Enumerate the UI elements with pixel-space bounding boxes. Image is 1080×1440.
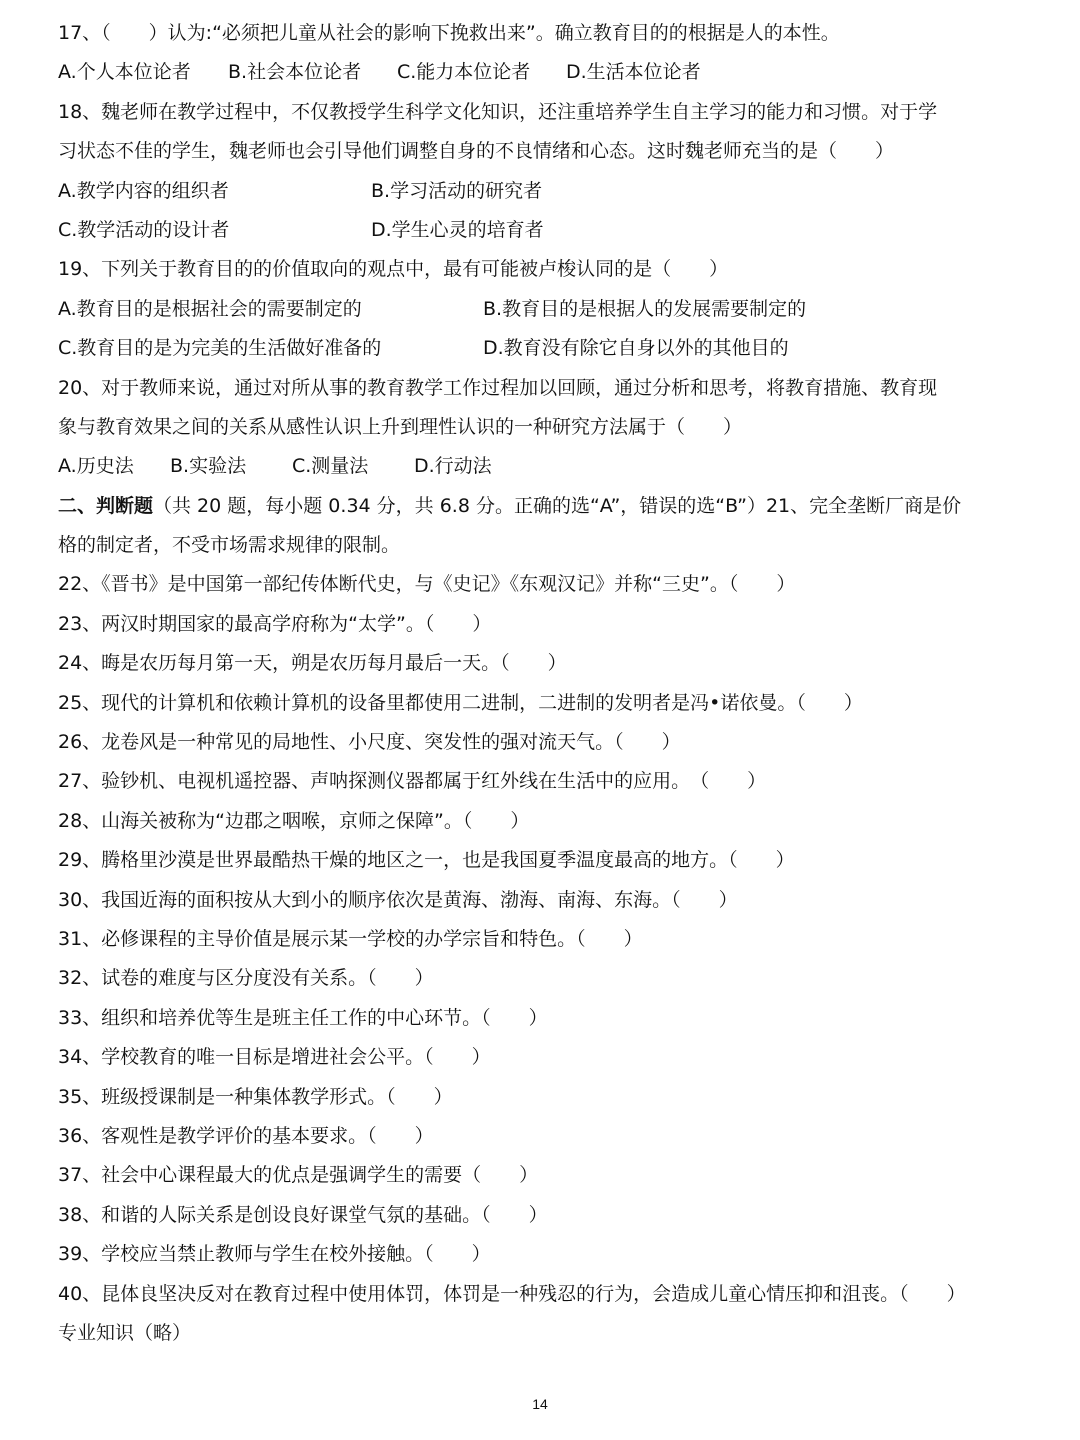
judgment-question: 38、和谐的人际关系是创设良好课堂气氛的基础。（ ） — [58, 1203, 548, 1226]
q17-option-d: D.生活本位论者 — [566, 61, 701, 84]
judgment-question: 23、两汉时期国家的最高学府称为“太学”。（ ） — [58, 612, 492, 635]
question-17-options — [58, 53, 1018, 92]
q20-option-b: B.实验法 — [170, 455, 247, 478]
judgment-question: 25、现代的计算机和依赖计算机的设备里都使用二进制，二进制的发明者是冯•诺依曼。（ ） — [58, 691, 863, 714]
judgment-question: 35、班级授课制是一种集体教学形式。（ ） — [58, 1085, 453, 1108]
page-number: 14 — [532, 1396, 548, 1412]
judgment-question: 40、昆体良坚决反对在教育过程中使用体罚，体罚是一种残忍的行为，会造成儿童心情压抑和沮丧。（ ） — [58, 1282, 966, 1305]
footer-note: 专业知识（略） — [58, 1321, 192, 1344]
question-20-options — [58, 447, 1018, 486]
q17-option-a: A.个人本位论者 — [58, 61, 191, 84]
judgment-question: 33、组织和培养优等生是班主任工作的中心环节。（ ） — [58, 1006, 548, 1029]
judgment-question: 32、试卷的难度与区分度没有关系。（ ） — [58, 967, 434, 990]
judgment-question: 37、社会中心课程最大的优点是强调学生的需要（ ） — [58, 1164, 539, 1187]
q17-option-c: C.能力本位论者 — [397, 61, 531, 84]
q18-option-a: A.教学内容的组织者 — [58, 179, 229, 202]
q20-option-d: D.行动法 — [414, 455, 492, 478]
question-18-options-row2 — [58, 211, 1018, 250]
question-18-options-row1 — [58, 172, 1018, 211]
section-2-instructions: （共 20 题，每小题 0.34 分，共 6.8 分。正确的选“A”，错误的选“B”）21、完全垄断厂商是价 — [153, 494, 962, 517]
section-2-intro — [58, 487, 1018, 526]
question-19-options-row1 — [58, 290, 1018, 329]
q18-option-b: B.学习活动的研究者 — [371, 179, 543, 202]
question-20-stem-line1: 20、对于教师来说，通过对所从事的教育教学工作过程加以回顾，通过分析和思考，将教育措施、教育现 — [58, 376, 938, 399]
judgment-question: 39、学校应当禁止教师与学生在校外接触。（ ） — [58, 1243, 491, 1266]
question-21-continuation: 格的制定者，不受市场需求规律的限制。 — [58, 534, 401, 557]
q18-option-d: D.学生心灵的培育者 — [371, 218, 544, 241]
judgment-question: 27、验钞机、电视机遥控器、声呐探测仪器都属于红外线在生活中的应用。 （ ） — [58, 770, 767, 793]
q18-option-c: C.教学活动的设计者 — [58, 218, 230, 241]
q20-option-c: C.测量法 — [292, 455, 369, 478]
judgment-question: 26、龙卷风是一种常见的局地性、小尺度、突发性的强对流天气。（ ） — [58, 731, 681, 754]
q19-option-a: A.教育目的是根据社会的需要制定的 — [58, 297, 362, 320]
question-20-stem-line2: 象与教育效果之间的关系从感性认识上升到理性认识的一种研究方法属于（ ） — [58, 415, 743, 438]
section-2-heading: 二、判断题 — [58, 494, 154, 517]
judgment-question: 24、晦是农历每月第一天，朔是农历每月最后一天。（ ） — [58, 652, 567, 675]
judgment-question-list — [58, 565, 1018, 1313]
q19-option-c: C.教育目的是为完美的生活做好准备的 — [58, 337, 382, 360]
q17-option-b: B.社会本位论者 — [228, 61, 362, 84]
question-19-stem: 19、下列关于教育目的的价值取向的观点中，最有可能被卢梭认同的是（ ） — [58, 258, 729, 281]
judgment-question: 34、学校教育的唯一目标是增进社会公平。（ ） — [58, 1046, 491, 1069]
exam-page — [58, 14, 1018, 1353]
q19-option-b: B.教育目的是根据人的发展需要制定的 — [483, 297, 807, 320]
judgment-question: 22、《晋书》是中国第一部纪传体断代史，与《史记》《东观汉记》并称“三史”。（ ） — [58, 573, 796, 596]
question-18-stem-line1: 18、魏老师在教学过程中，不仅教授学生科学文化知识，还注重培养学生自主学习的能力和习惯。对于学 — [58, 100, 938, 123]
judgment-question: 36、客观性是教学评价的基本要求。（ ） — [58, 1124, 434, 1147]
judgment-question: 28、山海关被称为“边郡之咽喉，京师之保障”。（ ） — [58, 809, 530, 832]
judgment-question: 30、我国近海的面积按从大到小的顺序依次是黄海、渤海、南海、东海。（ ） — [58, 888, 738, 911]
judgment-question: 29、腾格里沙漠是世界最酷热干燥的地区之一，也是我国夏季温度最高的地方。（ ） — [58, 849, 795, 872]
judgment-question: 31、必修课程的主导价值是展示某一学校的办学宗旨和特色。（ ） — [58, 927, 643, 950]
question-19-options-row2 — [58, 329, 1018, 368]
q19-option-d: D.教育没有除它自身以外的其他目的 — [483, 337, 789, 360]
question-17-stem: 17、（ ）认为:“必须把儿童从社会的影响下挽救出来”。确立教育目的的根据是人的本性。 — [58, 22, 840, 44]
question-18-stem-line2: 习状态不佳的学生，魏老师也会引导他们调整自身的不良情绪和心态。这时魏老师充当的是（ ） — [58, 140, 895, 163]
q20-option-a: A.历史法 — [58, 455, 134, 478]
